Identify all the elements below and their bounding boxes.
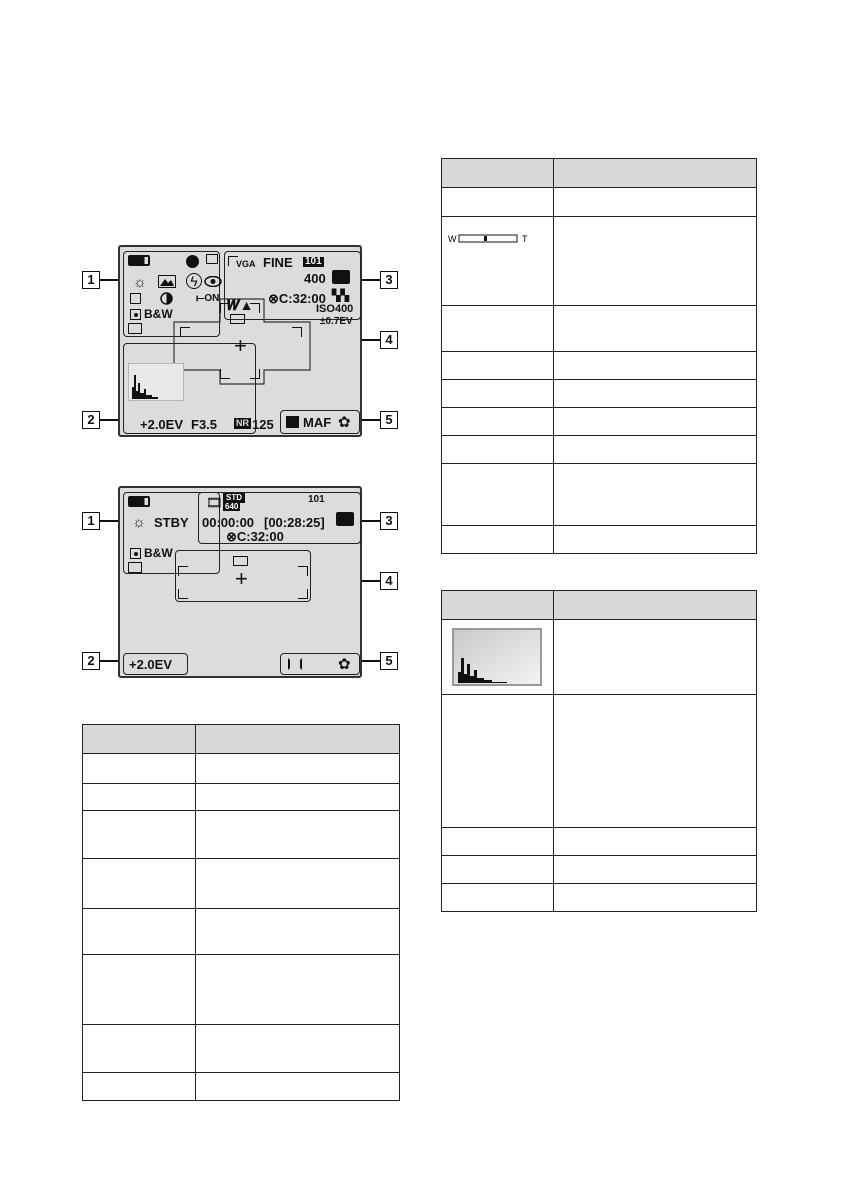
self-timer-clock-text: ⊗C:32:00 bbox=[268, 291, 326, 306]
camera-mode-icon bbox=[128, 323, 142, 334]
self-timer-clock-value: C:32:00 bbox=[236, 529, 284, 544]
iso-text: ISO400 bbox=[316, 303, 354, 315]
af-corner-bl bbox=[178, 589, 188, 599]
table-cell bbox=[553, 620, 756, 695]
table-cell bbox=[83, 909, 196, 955]
table-cell bbox=[195, 811, 399, 859]
table-cell bbox=[442, 695, 554, 828]
dro-label: ⟝ON bbox=[196, 293, 220, 304]
lcd-screen-still bbox=[118, 245, 362, 437]
callout2-label-3: 3 bbox=[380, 512, 398, 530]
histogram-cell bbox=[442, 620, 554, 695]
time-elapsed-text: 00:00:00 bbox=[202, 515, 255, 530]
table-cell bbox=[195, 1025, 399, 1073]
table-cell bbox=[553, 856, 756, 884]
callout-label-2: 2 bbox=[82, 411, 100, 429]
table-cell bbox=[195, 1073, 399, 1101]
camera-mode-icon bbox=[128, 562, 142, 573]
table-cell bbox=[553, 828, 756, 856]
table-cell bbox=[553, 464, 756, 526]
memory-card-icon bbox=[332, 270, 350, 284]
battery-icon bbox=[128, 496, 150, 507]
table-cell bbox=[195, 955, 399, 1025]
macro-tulip-icon: ✿ bbox=[338, 656, 351, 673]
bw-text: B&W bbox=[144, 546, 173, 560]
af-corner-tr2 bbox=[292, 327, 302, 337]
bw-text: B&W bbox=[144, 307, 173, 321]
table-cell bbox=[442, 856, 554, 884]
nr-badge: NR bbox=[236, 418, 249, 428]
table-cell bbox=[83, 754, 196, 784]
table-cell bbox=[442, 306, 554, 352]
table-cell bbox=[195, 909, 399, 955]
table-cell bbox=[442, 188, 554, 217]
table-cell bbox=[83, 955, 196, 1025]
af-area-icon bbox=[288, 658, 302, 670]
table-cell bbox=[195, 754, 399, 784]
flash-off-icon: ϟ bbox=[186, 273, 202, 289]
film-icon: 🎞 bbox=[206, 495, 223, 510]
white-balance-sun-icon: ☼ bbox=[133, 274, 147, 291]
af-crosshair-icon: + bbox=[235, 566, 248, 591]
table-cell bbox=[553, 695, 756, 828]
size-badge: 640 bbox=[225, 502, 239, 511]
std-badge: STD bbox=[223, 493, 245, 503]
callout2-label-4: 4 bbox=[380, 572, 398, 590]
right-table2-header-indication bbox=[553, 591, 756, 620]
svg-text:T: T bbox=[522, 234, 528, 244]
right-display-table-2 bbox=[441, 590, 757, 912]
table-cell bbox=[442, 408, 554, 436]
table-cell bbox=[553, 408, 756, 436]
callout2-leader-1 bbox=[100, 520, 118, 522]
table-cell bbox=[83, 811, 196, 859]
callout-label-4: 4 bbox=[380, 331, 398, 349]
callout2-leader-3 bbox=[360, 520, 380, 522]
ev-text: +2.0EV bbox=[140, 417, 184, 432]
table-cell bbox=[553, 352, 756, 380]
table-cell bbox=[442, 352, 554, 380]
af-mode-text: MAF bbox=[303, 415, 332, 430]
table-cell bbox=[83, 1025, 196, 1073]
time-remaining-text: [00:28:25] bbox=[264, 515, 325, 530]
table-cell bbox=[553, 217, 756, 306]
af-corner-br bbox=[298, 589, 308, 599]
memory-card-icon bbox=[336, 512, 354, 526]
macro-tulip-icon: ✿ bbox=[338, 414, 351, 431]
right-display-table-1 bbox=[441, 158, 757, 554]
lcd-screen-movie bbox=[118, 486, 362, 678]
record-dot-icon bbox=[186, 255, 199, 268]
callout-label-3: 3 bbox=[380, 271, 398, 289]
callout-leader-2 bbox=[100, 419, 118, 421]
table-cell bbox=[442, 526, 554, 554]
camera-shake-warning-icon: 𝑾▲ bbox=[227, 297, 254, 313]
zoom-scale-icon bbox=[448, 227, 538, 249]
af-corner-tr bbox=[298, 566, 308, 576]
right-table1-header-indication bbox=[553, 159, 756, 188]
spot-metering-icon bbox=[130, 548, 141, 559]
table-cell bbox=[442, 884, 554, 912]
zoom-scale-cell bbox=[442, 217, 554, 306]
quality-text: FINE bbox=[263, 255, 293, 270]
table-cell bbox=[553, 188, 756, 217]
callout-leader-1 bbox=[100, 279, 118, 281]
spot-metering-icon bbox=[130, 309, 141, 320]
left-display-table bbox=[82, 724, 400, 1101]
callout2-label-5: 5 bbox=[380, 652, 398, 670]
shutter-speed-text: 125 bbox=[252, 417, 274, 432]
svg-text:W: W bbox=[448, 234, 457, 244]
table-cell bbox=[553, 436, 756, 464]
left-table-header-indication bbox=[195, 725, 399, 754]
ev-text: +2.0EV bbox=[129, 657, 173, 672]
folder-text: 101 bbox=[305, 256, 322, 267]
af-crosshair-icon: + bbox=[234, 333, 247, 358]
af-area-icon bbox=[286, 416, 299, 428]
folder-text: 101 bbox=[308, 494, 325, 505]
table-cell bbox=[442, 380, 554, 408]
table-cell bbox=[83, 859, 196, 909]
burst-icon bbox=[206, 254, 218, 264]
callout2-leader-5 bbox=[360, 660, 380, 662]
table-cell bbox=[83, 1073, 196, 1101]
eye-icon bbox=[204, 276, 222, 287]
af-corner-tl2 bbox=[180, 327, 190, 337]
af-corner-tl bbox=[178, 566, 188, 576]
callout2-label-2: 2 bbox=[82, 652, 100, 670]
exposure-value-text: ±0.7EV bbox=[320, 316, 353, 327]
table-cell bbox=[195, 859, 399, 909]
left-table-header-display bbox=[83, 725, 196, 754]
callout2-leader-2 bbox=[100, 660, 118, 662]
histogram-thumbnail bbox=[452, 628, 542, 686]
print-icon: ▚▚ bbox=[332, 290, 349, 302]
aperture-text: F3.5 bbox=[191, 417, 218, 432]
table-cell bbox=[553, 884, 756, 912]
table-cell bbox=[553, 306, 756, 352]
vga-text: VGA bbox=[236, 259, 256, 269]
table-cell bbox=[83, 784, 196, 811]
table-cell bbox=[553, 380, 756, 408]
callout-leader-3 bbox=[360, 279, 380, 281]
self-timer-clock-text: ⊗C:32:00 bbox=[226, 529, 284, 544]
low-battery-icon bbox=[233, 556, 248, 566]
low-battery-icon bbox=[230, 314, 245, 324]
table-cell bbox=[442, 464, 554, 526]
battery-icon bbox=[128, 255, 150, 266]
sharpness-icon bbox=[130, 293, 141, 304]
table-cell bbox=[442, 436, 554, 464]
callout-label-1: 1 bbox=[82, 271, 100, 289]
table-cell bbox=[553, 526, 756, 554]
callout2-label-1: 1 bbox=[82, 512, 100, 530]
right-table2-header-display bbox=[442, 591, 554, 620]
dro-on-text: ON bbox=[204, 293, 220, 304]
callout-label-5: 5 bbox=[380, 411, 398, 429]
self-timer-clock-value: C:32:00 bbox=[278, 291, 326, 306]
right-table1-header-display bbox=[442, 159, 554, 188]
remaining-images-text: 400 bbox=[304, 271, 326, 286]
landscape-icon bbox=[158, 275, 176, 288]
table-cell bbox=[195, 784, 399, 811]
white-balance-sun-icon: ☼ bbox=[132, 514, 146, 531]
table-cell bbox=[442, 828, 554, 856]
standby-text: STBY bbox=[154, 515, 189, 530]
callout-leader-5 bbox=[360, 419, 380, 421]
